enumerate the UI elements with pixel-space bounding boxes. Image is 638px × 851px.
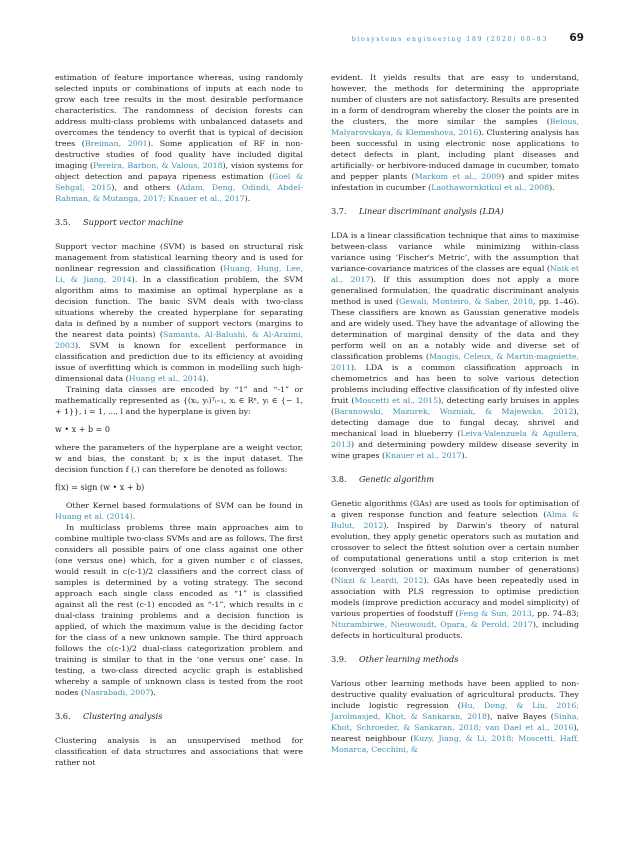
paragraph-svm-parameters: where the parameters of the hyperplane are a weight vector, w and bias, the constant b; x is the input dataset. The decision function f (.) can therefore be denoted as follows: [55,443,303,474]
citation-link[interactable]: Hu, Dong, & Liu, 2016; Jarolmasjed, Khot, & Sankaran, 2018 [331,701,579,721]
citation-link[interactable]: Gewali, Monteiro, & Saber, 2018 [399,297,534,306]
citation-link[interactable]: Nasrabadi, 2007 [84,688,151,697]
citation-link[interactable]: Niazi & Leardi, 2012 [334,576,424,585]
equation-hyperplane: w • x + b = 0 [55,425,110,434]
equation-decision-function: f(x) = sign (w • x + b) [55,483,145,492]
paragraph-clustering-intro: Clustering analysis is an unsupervised method for classification of data structures and associations that were rather not [55,736,303,767]
citation-link[interactable]: Adam, Deng, Odindi, Abdel-Rahman, & Mutanga, 2017; Knauer et al., 2017 [55,183,303,203]
citation-link[interactable]: Markom et al., 2009 [414,172,502,181]
paragraph-genetic-algorithm: Genetic algorithms (GAs) are used as tools for optimisation of a given response function and feature selection (Alma & Bulut, 2012). Inspired by Darwin's theory of natural evolution, they apply genetic operators such as mutation and crossover to select the fittest solution over a certain number of computational generations until a stop criterion is met (converged solution or maximum number of generations) (Niazi & Leardi, 2012). GAs have been repeatedly used in association with PLS regression to optimise prediction models (improve prediction accuracy and model simplicity) of various properties of foodstuff (Feng & Sun, 2013, pp. 74–83; Nturambirwe, Nieuwoudt, Opara, & Perold, 2017), including defects in horticultural products. [331,499,579,640]
citation-link[interactable]: Huang et al. (2014) [55,512,133,521]
paragraph-svm-encoding: Training data classes are encoded by “1” and “-1” or mathematically represented as {(xᵢ, yᵢ)ᵀᵢ₌₁, xᵢ ∈ Rⁿ, yᵢ ∈ {− 1, + 1}}, i = 1, ..., l and the hyperplane is given by: [55,385,303,416]
right-column [331,72,579,755]
citation-link[interactable]: Huang et al., 2014 [128,374,203,383]
paragraph-svm-kernel: Other Kernel based formulations of SVM can be found in Huang et al. (2014). [55,501,303,521]
citation-link[interactable]: Naik et al., 2017 [331,264,580,284]
citation-link[interactable]: Nturambirwe, Nieuwoudt, Opara, & Perold, 2017 [331,620,533,629]
citation-link[interactable]: Breiman, 2001 [84,139,148,148]
citation-link[interactable]: Baranowski, Mazurek, Wozniak, & Majewska, 2012 [334,407,574,416]
section-heading-3-8: 3.8. Genetic algorithm [331,474,435,484]
citation-link[interactable]: Kuzy, Jiang, & Li, 2018; Moscetti, Haff, Monarca, Cecchini, & [331,734,579,754]
running-header-journal: biosystems engineering 189 (2020) 60–83 [351,36,548,43]
citation-link[interactable]: Maugis, Celeux, & Martin-magniette, 2011 [331,352,579,372]
paragraph-lda: LDA is a linear classification technique that aims to maximise between-class variance while minimizing within-class variance using ‘Fischer's Metric’, with the assumption that variance-covariance matrices of the classes are equal (Naik et al., 2017). If this assumption does not apply a more generalised formulation, the quadratic discriminant analysis method is used (Gewali, Monteiro, & Saber, 2018, pp. 1–46). These classifiers are known as Gaussian generative models and are widely used. They have the advantage of allowing the determination of marginal density of the data and they perform well on an a notably wide and diverse set of classification problems (Maugis, Celeux, & Martin-magniette, 2011). LDA is a common classification approach in chemometrics and has been to solve various detection problems including effective classification of fly infested olive fruit (Moscetti et al., 2015), detecting early bruises in apples (Baranowski, Mazurek, Wozniak, & Majewska, 2012), detecting damage due to fungal decay, shrivel and mechanical load in blueberry (Leiva-Valenzuela & Aguilera, 2013) and determining powdery mildew disease severity in wine grapes (Knauer et al., 2017). [331,231,580,460]
citation-link[interactable]: Sinha, Khot, Schroeder, & Sankaran, 2018; van Dael et al., 2016 [331,712,579,732]
citation-link[interactable]: Laothawornkitkul et al., 2008 [431,183,550,192]
paragraph-other-methods: Various other learning methods have been applied to non-destructive quality evaluation of agricultural products. They include logistic regression (Hu, Dong, & Liu, 2016; Jarolmasjed, Khot, & Sankaran, 2018), naïve Bayes (Sinha, Khot, Schroeder, & Sankaran, 2018; van Dael et al., 2016), nearest neighbour (Kuzy, Jiang, & Li, 2018; Moscetti, Haff, Monarca, Cecchini, & [331,679,579,754]
citation-link[interactable]: Knauer et al., 2017 [385,451,462,460]
citation-link[interactable]: Goel & Sehgal, 2015 [55,172,303,192]
paragraph-rf-continued: estimation of feature importance whereas, using randomly selected inputs or combinations of inputs at each node to grow each tree results in the most desirable performance characteristics. The randomness of decision forests can address multi-class problems with unbalanced datasets and overcomes the tendency to overfit that is typical of decision trees (Breiman, 2001). Some application of RF in non-destructive studies of food quality have included digital imaging (Pereira, Barbon, & Valous, 2018), vision systems for object detection and papaya ripeness estimation (Goel & Sehgal, 2015), and others (Adam, Deng, Odindi, Abdel-Rahman, & Mutanga, 2017; Knauer et al., 2017). [55,73,303,203]
citation-link[interactable]: Moscetti et al., 2015 [354,396,439,405]
section-heading-3-5: 3.5. Support vector machine [55,217,184,227]
citation-link[interactable]: Huang, Hung, Lee, Li, & Jiang, 2014 [55,264,303,284]
section-heading-3-7: 3.7. Linear discriminant analysis (LDA) [331,206,504,216]
paragraph-svm-multiclass: In multiclass problems three main approaches aim to combine multiple two-class SVMs and are as follows. The first considers all possible pairs of one class against one other (one versus one) which, for a given number c of classes, would result in c(c-1)/2 classifiers and the correct class of samples is determined by a voting strategy. The second approach each single class encoded as “1” is classified against all the rest (c-1) encoded as “-1”, which results in c dual-class training problems and a decision function is applied, of which the maximum value is the deciding factor for the class of a new unknown sample. The third approach follows the c(c-1)/2 dual-class categorization problem and training is similar to that in the ‘one versus one’ case. In testing, a two-class directed acyclic graph is established whereby a sample of unknown class is tested from the root nodes (Nasrabadi, 2007). [55,523,303,697]
page-number: 69 [569,32,584,44]
citation-link[interactable]: Feng & Sun, 2013 [458,609,532,618]
section-heading-3-9: 3.9. Other learning methods [331,654,459,664]
citation-link[interactable]: Pereira, Barbon, & Valous, 2018 [93,161,223,170]
citation-link[interactable]: Leiva-Valenzuela & Aguilera, 2013 [331,429,579,449]
left-column [55,72,303,768]
citation-link[interactable]: Samanta, Al-Balushi, & Al-Araimi, 2003 [55,330,304,350]
paragraph-svm-intro: Support vector machine (SVM) is based on structural risk management from statistical learning theory and is used for nonlinear regression and classification (Huang, Hung, Lee, Li, & Jiang, 2014). In a classification problem, the SVM algorithm aims to maximise an optimal hyperplane as a decision function. The basic SVM deals with two-class situations whereby the created hyperplane for separating data is defined by a number of support vectors (margins to the nearest data points) (Samanta, Al-Balushi, & Al-Araimi, 2003). SVM is known for excellent performance in classification and prediction due to its efficiency at avoiding issue of overfitting which is common in modelling such high-dimensional data (Huang et al., 2014). [55,242,304,383]
paragraph-clustering-continued: evident. It yields results that are easy to understand, however, the methods for determining the appropriate number of clusters are not satisfactory. Results are presented in a form of dendrogram whereby the closer the points are in the clusters, the more similar the samples (Belous, Malyarovskaya, & Klemeshova, 2016). Clustering analysis has been successful in using electronic nose applications to detect defects in plant, including plant diseases and artificially- or herbivore-induced damage in cucumber, tomato and pepper plants (Markom et al., 2009) and spider mites infestation in cucumber (Laothawornkitkul et al., 2008). [331,73,580,192]
section-heading-3-6: 3.6. Clustering analysis [55,711,163,721]
citation-link[interactable]: Belous, Malyarovskaya, & Klemeshova, 2016 [331,117,579,137]
citation-link[interactable]: Alma & Bulut, 2012 [331,510,579,530]
